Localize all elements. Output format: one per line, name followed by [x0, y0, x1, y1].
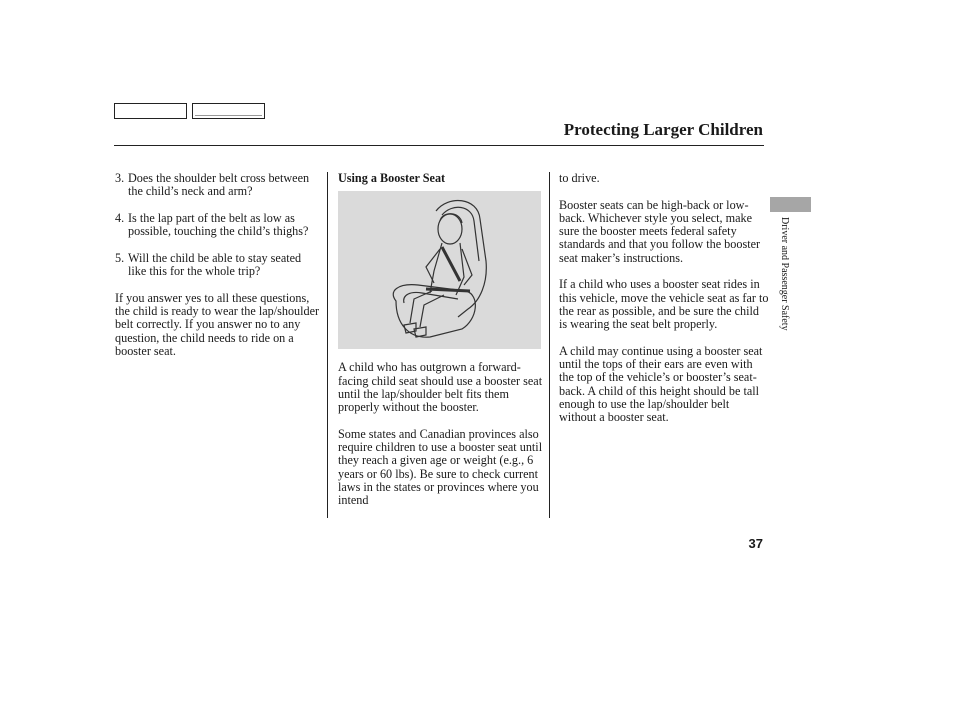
paragraph: Booster seats can be high-back or low-back. Whichever style you select, make sure the booster meets federal safety standards and that you follow the booster seat maker’s instructions. — [559, 197, 761, 265]
question-number: 4. — [115, 210, 125, 225]
question-text: Is the lap part of the belt as low as possible, touching the child’s thighs? — [128, 210, 309, 239]
header-rule — [114, 145, 764, 146]
page-title: Protecting Larger Children — [563, 120, 763, 139]
booster-seat-illustration — [338, 191, 541, 349]
paragraph: A child who has outgrown a forward-facing child seat should use a booster seat until the lap/shoulder belt fits them properly without the booster. — [338, 360, 543, 415]
list-item — [115, 172, 320, 199]
column-2 — [338, 172, 544, 521]
question-list — [115, 172, 320, 278]
page-number: 37 — [748, 536, 763, 551]
column-3 — [559, 172, 769, 438]
summary-paragraph: If you answer yes to all these questions, the child is ready to wear the lap/shoulder belt correctly. If you answer no to any question, the child needs to ride on a booster seat. — [115, 290, 320, 358]
question-number: 5. — [115, 250, 125, 265]
list-item — [115, 252, 320, 279]
list-item — [115, 212, 320, 239]
paragraph: A child may continue using a booster seat until the tops of their ears are even with the top of the vehicle’s or booster’s seat-back. A child of this height should be tall enough to use the lap/shoulder belt without a booster seat. — [559, 343, 763, 425]
paragraph: to drive. — [559, 171, 600, 185]
section-tab[interactable] — [770, 197, 811, 212]
paragraph: If a child who uses a booster seat rides in this vehicle, move the vehicle seat as far to the rear as possible, and be sure the child is wearing the seat belt properly. — [559, 277, 769, 332]
question-text: Does the shoulder belt cross between the child’s neck and arm? — [128, 171, 310, 199]
column-divider — [327, 172, 328, 518]
nav-box-index[interactable] — [192, 103, 265, 119]
section-heading: Using a Booster Seat — [338, 171, 446, 185]
column-1 — [115, 172, 320, 371]
paragraph: Some states and Canadian provinces also require children to use a booster seat until they reach a given age or weight (e.g., 6 years or 60 lbs). Be sure to check current laws in the states or provinces where you intend — [338, 426, 543, 508]
section-label: Driver and Passenger Safety — [779, 217, 790, 331]
child-in-booster-seat-icon — [338, 191, 541, 349]
question-number: 3. — [115, 171, 125, 185]
question-text: Will the child be able to stay seated like this for the whole trip? — [128, 250, 302, 279]
column-divider — [549, 172, 550, 518]
nav-box-contents[interactable] — [114, 103, 187, 119]
